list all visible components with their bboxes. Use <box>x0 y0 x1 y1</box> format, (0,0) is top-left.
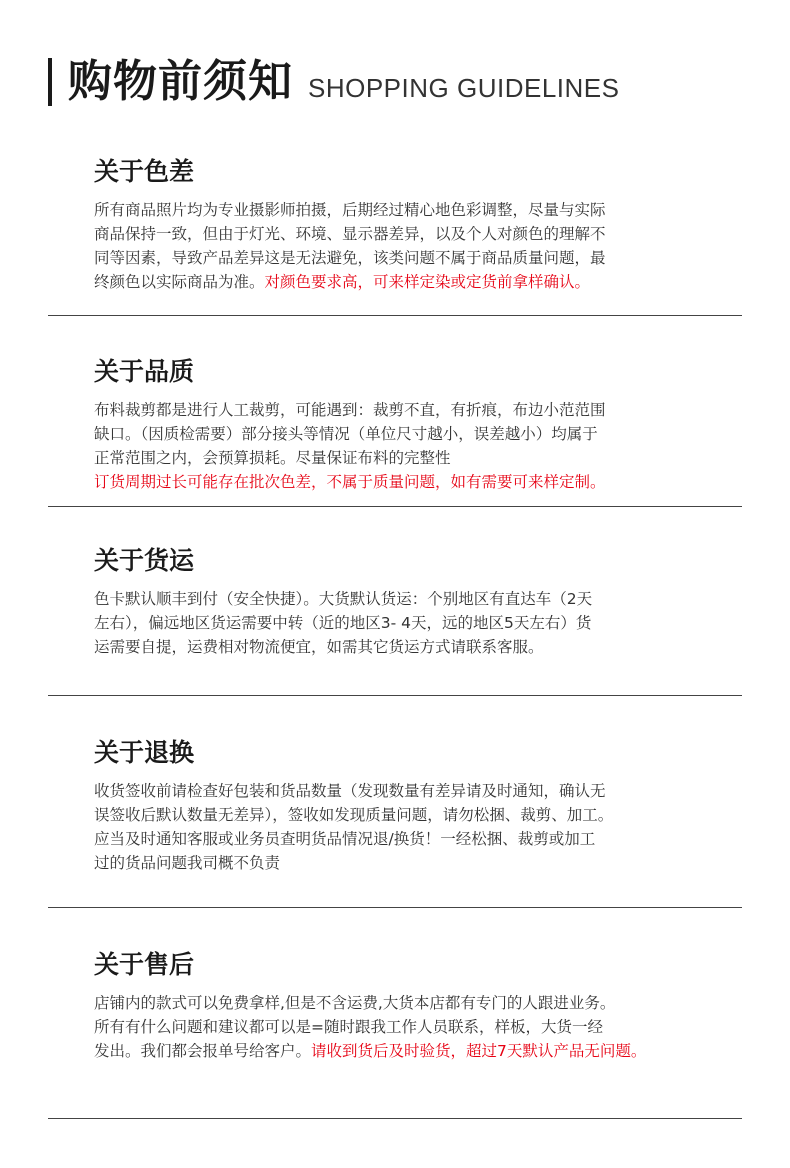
section-quality <box>94 356 714 494</box>
section-title: 关于色差 <box>94 157 195 186</box>
body-line: 正常范围之内，会预算损耗。尽量保证布料的完整性 <box>94 449 451 467</box>
body-line: 左右），偏远地区货运需要中转（近的地区3- 4天，远的地区5天左右）货 <box>94 614 592 632</box>
highlight-text: 订货周期过长可能存在批次色差，不属于质量问题，如有需要可来样定制。 <box>94 473 606 491</box>
page-title: 购物前须知 <box>68 56 293 107</box>
highlight-text: 对颜色要求高，可来样定染或定货前拿样确认。 <box>264 273 591 291</box>
body-text: 终颜色以实际商品为准。 <box>94 273 265 291</box>
section-shipping <box>94 545 714 659</box>
body-text: 发出。我们都会报单号给客户。 <box>94 1042 312 1060</box>
body-line <box>94 1039 714 1063</box>
section-body <box>94 398 714 494</box>
section-returns <box>94 737 714 875</box>
section-divider <box>48 1118 742 1119</box>
body-line: 缺口。（因质检需要）部分接头等情况（单位尺寸越小，误差越小）均属于 <box>94 425 598 443</box>
page-subtitle: SHOPPING GUIDELINES <box>308 73 620 103</box>
header-accent-bar <box>48 58 52 106</box>
body-line: 误签收后默认数量无差异），签收如发现质量问题，请勿松捆、裁剪、加工。 <box>94 806 614 824</box>
section-divider <box>48 506 742 507</box>
body-line: 同等因素，导致产品差异这是无法避免，该类问题不属于商品质量问题，最 <box>94 249 606 267</box>
section-body <box>94 991 714 1063</box>
body-line: 过的货品问题我司概不负责 <box>94 854 281 872</box>
section-divider <box>48 315 742 316</box>
body-line: 所有有什么问题和建议都可以是=随时跟我工作人员联系，样板，大货一经 <box>94 1018 603 1036</box>
body-line <box>94 270 714 294</box>
section-color-difference <box>94 156 714 294</box>
section-title: 关于售后 <box>94 950 195 979</box>
section-body <box>94 779 714 875</box>
section-divider <box>48 907 742 908</box>
section-body <box>94 587 714 659</box>
body-line: 商品保持一致，但由于灯光、环境、显示器差异，以及个人对颜色的理解不 <box>94 225 606 243</box>
body-line: 应当及时通知客服或业务员查明货品情况退/换货！一经松捆、裁剪或加工 <box>94 830 596 848</box>
body-line: 布料裁剪都是进行人工裁剪，可能遇到：裁剪不直，有折痕，布边小范范围 <box>94 401 606 419</box>
section-title: 关于退换 <box>94 738 195 767</box>
section-divider <box>48 695 742 696</box>
body-line: 运需要自提，运费相对物流便宜，如需其它货运方式请联系客服。 <box>94 638 544 656</box>
body-line: 色卡默认顺丰到付（安全快捷）。大货默认货运：个别地区有直达车（2天 <box>94 590 593 608</box>
section-body <box>94 198 714 294</box>
section-title: 关于品质 <box>94 357 195 386</box>
page-header <box>48 58 748 106</box>
body-line: 收货签收前请检查好包装和货品数量（发现数量有差异请及时通知，确认无 <box>94 782 606 800</box>
section-after-sales <box>94 949 714 1063</box>
section-title: 关于货运 <box>94 546 195 575</box>
body-line: 所有商品照片均为专业摄影师拍摄，后期经过精心地色彩调整，尽量与实际 <box>94 201 606 219</box>
body-line: 店铺内的款式可以免费拿样,但是不含运费,大货本店都有专门的人跟进业务。 <box>94 994 616 1012</box>
highlight-text: 请收到货后及时验货，超过7天默认产品无问题。 <box>311 1042 647 1060</box>
